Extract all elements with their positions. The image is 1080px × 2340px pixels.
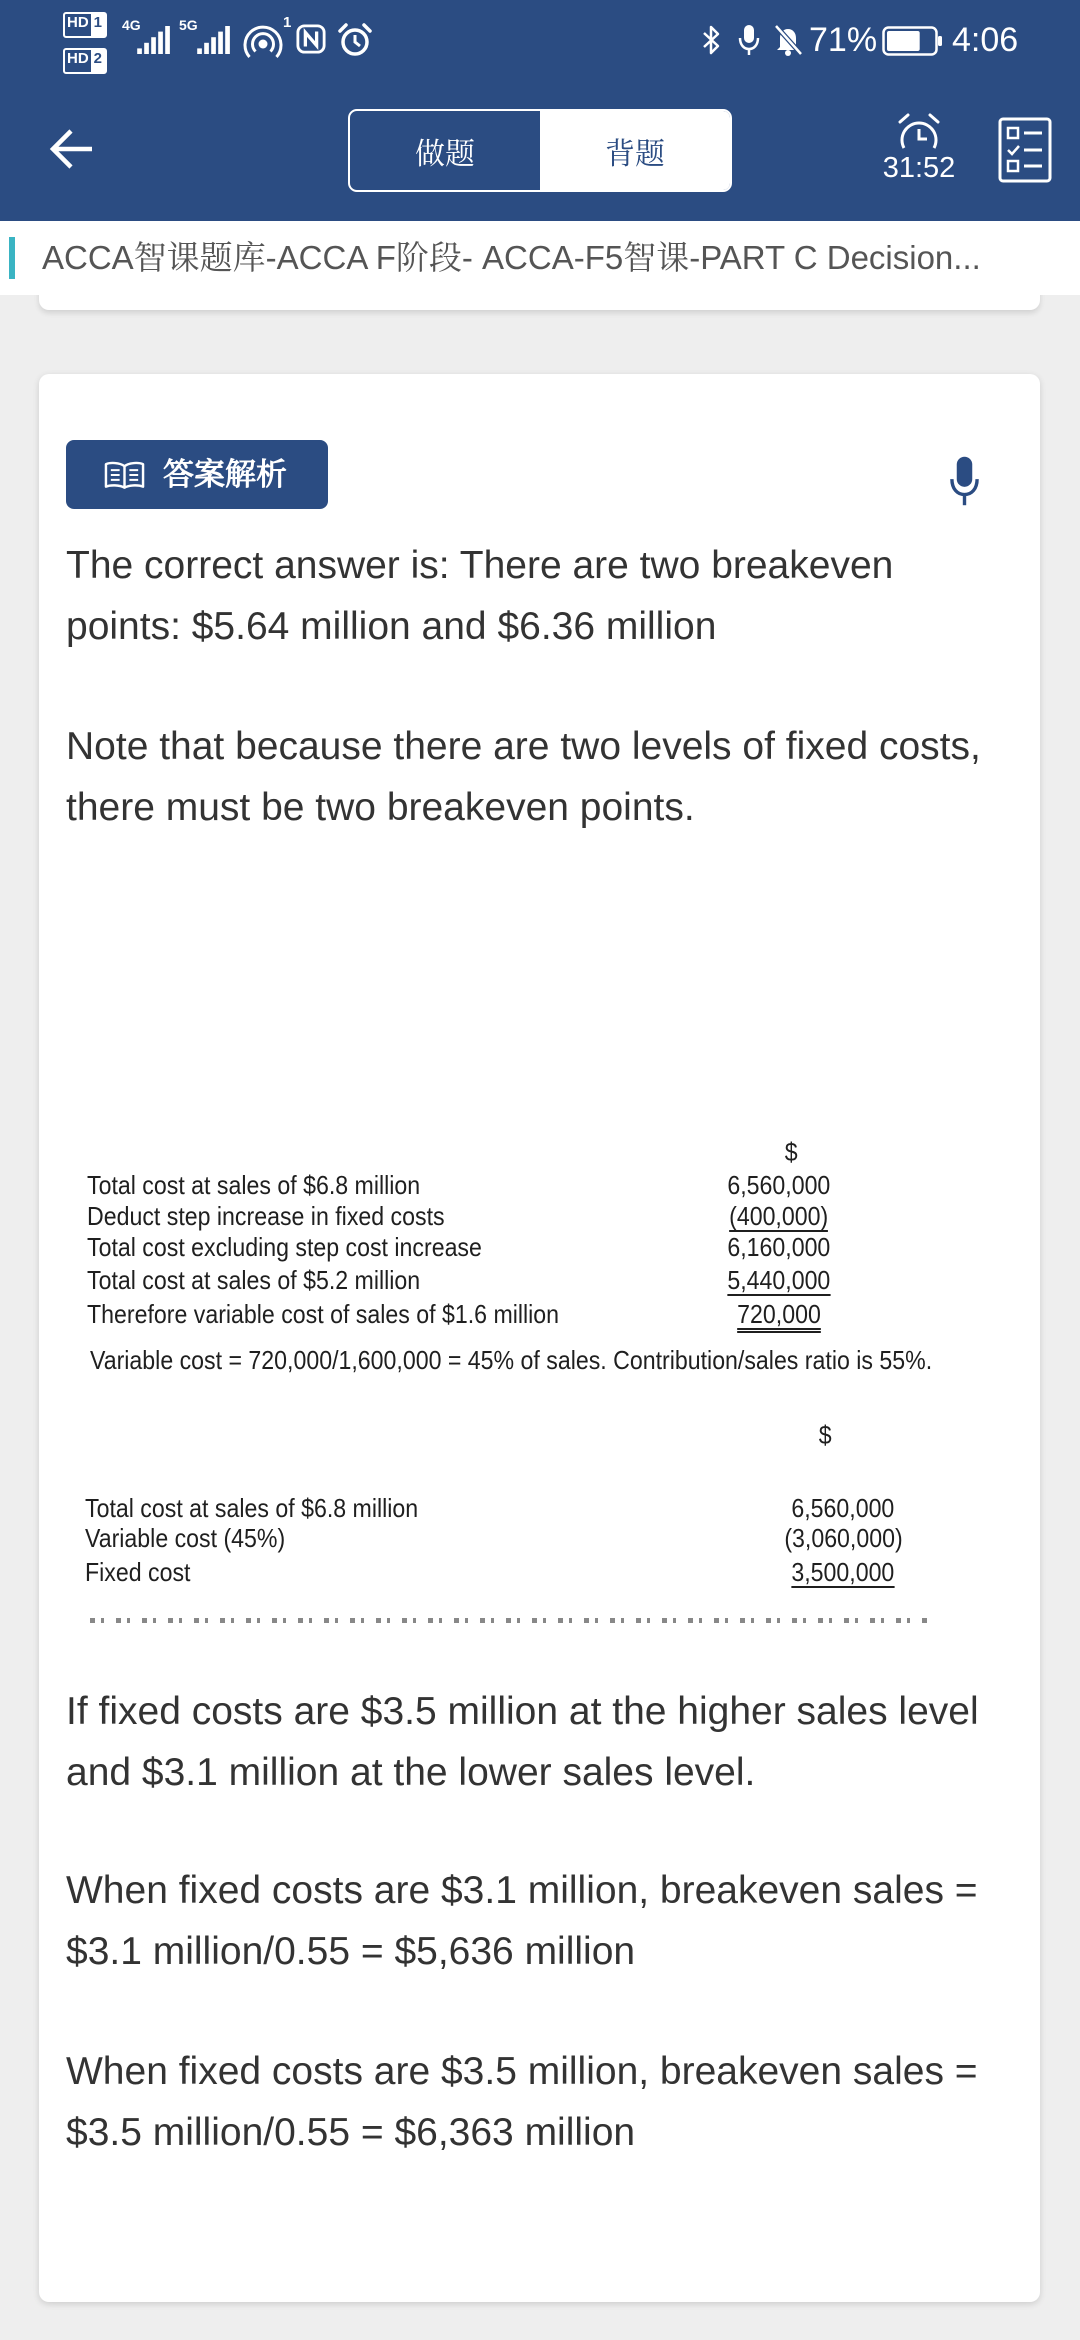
table-row-label bbox=[87, 1298, 617, 1330]
tab-review[interactable]: 背题 bbox=[540, 111, 730, 190]
explanation-fixed-costs: If fixed costs are $3.5 million at the higher sales level and $3.1 million at the lower sales level. bbox=[66, 1690, 979, 1794]
variable-cost-note-text: Variable cost = 720,000/1,600,000 = 45% of sales. Contribution/sales ratio is 55%. bbox=[90, 1345, 933, 1375]
alarm-clock-icon bbox=[895, 112, 943, 150]
table1-row-4-value: 5,440,000 bbox=[727, 1265, 831, 1295]
bluetooth-icon bbox=[700, 24, 724, 56]
breadcrumb-accent-bar bbox=[9, 237, 15, 279]
table1-row-1-value: 6,560,000 bbox=[727, 1170, 831, 1200]
sim-indicators bbox=[63, 12, 115, 84]
answer-analysis-badge bbox=[66, 440, 328, 509]
note-text: Note that because there are two levels of fixed costs, there must be two breakeven points. bbox=[66, 725, 981, 829]
table1-row-1-label: Total cost at sales of $6.8 million bbox=[87, 1170, 421, 1200]
table2-row-1-value: 6,560,000 bbox=[791, 1493, 895, 1523]
microphone-icon[interactable] bbox=[949, 455, 980, 507]
sim-1-indicator bbox=[63, 12, 107, 38]
explanation-breakeven-low: When fixed costs are $3.1 million, breakeven sales = $3.1 million/0.55 = $5,636 million bbox=[66, 1869, 978, 1973]
table1-row-3-label: Total cost excluding step cost increase bbox=[87, 1232, 482, 1262]
table-row-value bbox=[733, 1522, 953, 1554]
bell-off-icon bbox=[771, 22, 805, 58]
battery-percent: 71% bbox=[809, 21, 878, 59]
table1-currency-symbol: $ bbox=[784, 1137, 798, 1167]
breadcrumb bbox=[0, 221, 1080, 295]
hotspot-count: 1 bbox=[283, 14, 292, 31]
clipped-image-edge bbox=[90, 1618, 932, 1623]
table-row-value bbox=[733, 1556, 953, 1588]
alarm-icon bbox=[337, 22, 373, 58]
variable-cost-note bbox=[90, 1344, 1036, 1376]
table-row-value bbox=[669, 1169, 889, 1201]
table1-row-2-label: Deduct step increase in fixed costs bbox=[87, 1201, 445, 1231]
hotspot-icon bbox=[243, 20, 283, 60]
network-2-label: 5G bbox=[179, 17, 198, 33]
table2-currency-symbol: $ bbox=[818, 1420, 832, 1450]
table2-currency-header bbox=[715, 1419, 935, 1451]
answer-sheet-icon[interactable] bbox=[998, 117, 1052, 183]
table1-row-5-value: 720,000 bbox=[737, 1301, 821, 1333]
table-row-value bbox=[733, 1492, 953, 1524]
sim-2-slot: 2 bbox=[91, 50, 105, 72]
table-row-label bbox=[87, 1169, 461, 1201]
nfc-icon bbox=[296, 22, 326, 56]
signal-icon bbox=[197, 26, 231, 54]
mode-segmented-control bbox=[348, 109, 732, 192]
table-row-label bbox=[87, 1231, 531, 1263]
table-row-value bbox=[669, 1200, 889, 1232]
table2-row-3-label: Fixed cost bbox=[85, 1557, 191, 1587]
breadcrumb-text: ACCA智课题库-ACCA F阶段- ACCA-F5智课-PART C Decision... bbox=[42, 239, 981, 276]
book-icon bbox=[104, 460, 145, 490]
back-arrow-icon[interactable] bbox=[48, 127, 94, 171]
table-row-value bbox=[669, 1264, 889, 1296]
network-1-label: 4G bbox=[122, 17, 141, 33]
sim-1-label: HD bbox=[67, 14, 89, 31]
mic-icon bbox=[737, 23, 761, 57]
tab-practice[interactable]: 做题 bbox=[415, 137, 475, 171]
explanation-breakeven-high: When fixed costs are $3.5 million, breakeven sales = $3.5 million/0.55 = $6,363 million bbox=[66, 2050, 978, 2154]
clock-time: 4:06 bbox=[952, 21, 1019, 59]
correct-answer-text: The correct answer is: There are two breakeven points: $5.64 million and $6.36 million bbox=[66, 544, 894, 648]
table-row-label bbox=[85, 1522, 310, 1554]
timer-text: 31:52 bbox=[882, 152, 956, 184]
table-row-label bbox=[87, 1200, 489, 1232]
sim-1-slot: 1 bbox=[91, 14, 105, 36]
answer-analysis-card bbox=[39, 374, 1040, 2302]
sim-2-indicator bbox=[63, 48, 107, 74]
signal-icon bbox=[136, 26, 172, 54]
table1-row-4-label: Total cost at sales of $5.2 million bbox=[87, 1265, 421, 1295]
battery-fill bbox=[887, 31, 920, 51]
table2-row-2-value: (3,060,000) bbox=[783, 1523, 903, 1553]
table-row-label bbox=[85, 1556, 204, 1588]
table2-row-3-value: 3,500,000 bbox=[791, 1557, 895, 1587]
battery-icon bbox=[882, 26, 944, 56]
table-row-value bbox=[669, 1231, 889, 1263]
table1-row-3-value: 6,160,000 bbox=[727, 1232, 831, 1262]
table-row-value bbox=[669, 1298, 889, 1330]
table1-currency-header bbox=[681, 1136, 901, 1168]
table2-row-2-label: Variable cost (45%) bbox=[85, 1523, 286, 1553]
table-row-label bbox=[87, 1264, 461, 1296]
table1-row-2-value: (400,000) bbox=[729, 1201, 829, 1231]
table-row-label bbox=[85, 1492, 459, 1524]
table1-row-5-label: Therefore variable cost of sales of $1.6 million bbox=[87, 1299, 560, 1329]
sim-2-label: HD bbox=[67, 50, 89, 67]
table2-row-1-label: Total cost at sales of $6.8 million bbox=[85, 1493, 419, 1523]
answer-analysis-label: 答案解析 bbox=[163, 457, 287, 492]
